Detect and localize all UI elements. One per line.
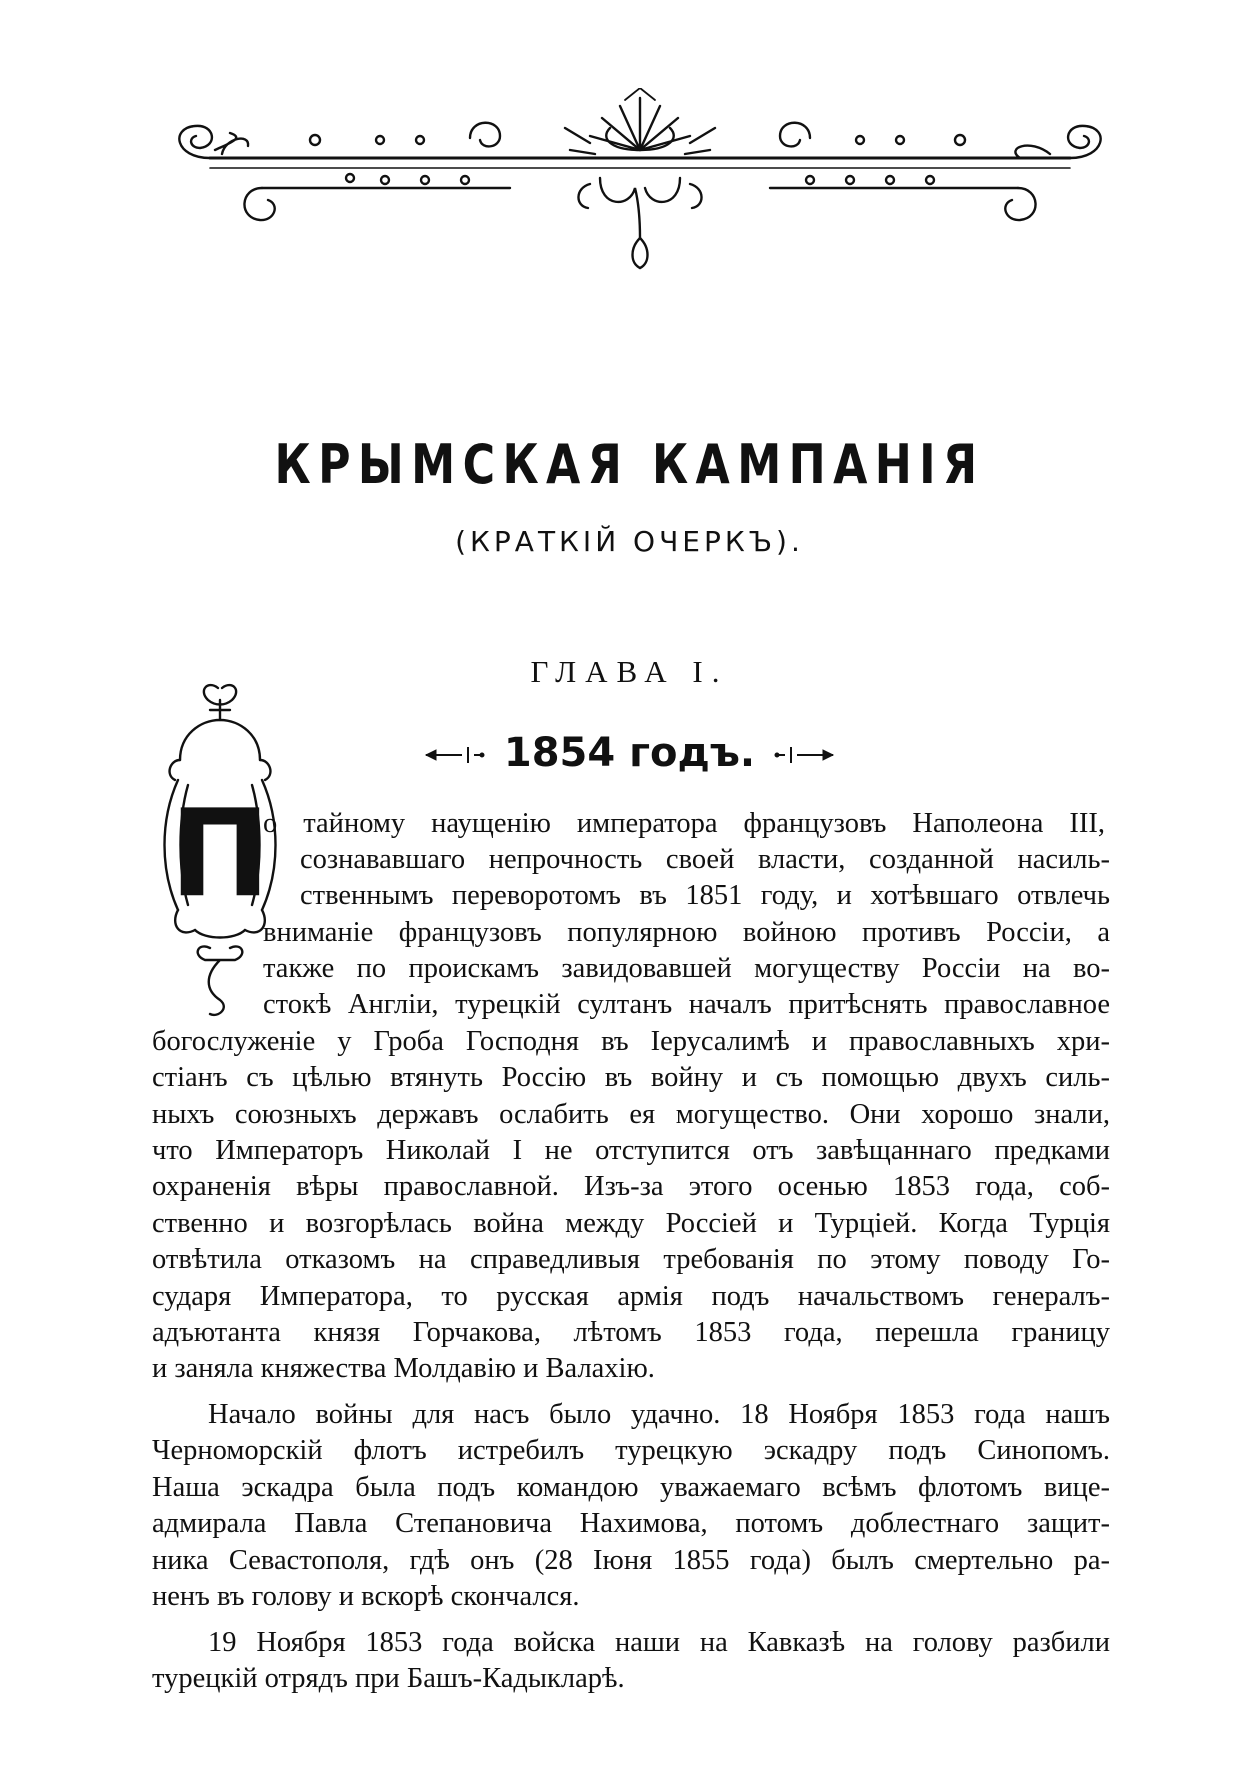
body-line: Наша эскадра была подъ командою уважаемаго всѣмъ флотомъ вице- (152, 1474, 1110, 1503)
drop-cap-ornament (160, 680, 280, 1020)
body-line: отвѣтила отказомъ на справедливыя требованія по этому поводу Го- (152, 1246, 1110, 1275)
body-line: вниманіе французовъ популярною войною противъ Россіи, а (263, 919, 1110, 948)
body-line: 19 Ноября 1853 года войска наши на Кавказѣ на голову разбили (208, 1629, 1110, 1658)
page-title: КРЫМСКАЯ КАМПАНІЯ (274, 433, 985, 496)
body-line: ственно и возгорѣлась война между Россіей и Турціей. Когда Турція (152, 1210, 1110, 1239)
body-line: ника Севастополя, гдѣ онъ (28 Іюня 1855 года) былъ смертельно ра- (152, 1547, 1110, 1576)
body-line: стіанъ съ цѣлью втянуть Россію въ войну и съ помощью двухъ силь- (152, 1064, 1110, 1093)
body-line: ныхъ союзныхъ державъ ослабить ея могущество. Они хорошо знали, (152, 1101, 1110, 1130)
drop-cap-top-flourish-icon (204, 685, 236, 720)
body-line: охраненія вѣры православной. Изъ-за этого осенью 1853 года, соб- (152, 1173, 1110, 1202)
body-line: ственнымъ переворотомъ въ 1851 году, и хотѣвшаго отвлечь (300, 882, 1110, 911)
year-heading: 1854 годъ. (503, 730, 756, 776)
body-line: богослуженіе у Гроба Господня въ Іерусалимѣ и православныхъ хри- (152, 1028, 1110, 1057)
body-line: адмирала Павла Степановича Нахимова, потомъ доблестнаго защит- (152, 1510, 1110, 1539)
body-line: сударя Императора, то русская армія подъ начальствомъ генералъ- (152, 1283, 1110, 1312)
body-line: ненъ въ голову и вскорѣ скончался. (152, 1583, 580, 1612)
body-line: турецкій отрядъ при Башъ-Кадыкларѣ. (152, 1665, 625, 1694)
drop-cap-letter: П (169, 785, 271, 924)
headpiece-ornament-icon (170, 88, 1110, 278)
dash-ornament-right-icon (773, 745, 835, 765)
body-line: стокѣ Англіи, турецкій султанъ началъ притѣснять православное (263, 991, 1110, 1020)
body-line: сознававшаго непрочность своей власти, созданной насиль- (300, 846, 1110, 875)
page-subtitle: (КРАТКІЙ ОЧЕРКЪ). (455, 525, 804, 558)
body-line: Черноморскій флотъ истребилъ турецкую эскадру подъ Синопомъ. (152, 1437, 1110, 1466)
body-line: и заняла княжества Молдавію и Валахію. (152, 1355, 655, 1384)
body-line: адъютанта князя Горчакова, лѣтомъ 1853 года, перешла границу (152, 1319, 1110, 1348)
dash-ornament-left-icon (424, 745, 486, 765)
body-line: Начало войны для насъ было удачно. 18 Ноября 1853 года нашъ (208, 1401, 1110, 1430)
drop-cap-bottom-flourish-icon (198, 946, 243, 1014)
chapter-heading: ГЛАВА I. (530, 654, 729, 689)
body-line: о тайному наущенію императора французовъ Наполеона III, (263, 810, 1105, 839)
body-line: что Императоръ Николай I не отступится отъ завѣщаннаго предками (152, 1137, 1110, 1166)
body-line: также по проискамъ завидовавшей могуществу Россіи на во- (263, 955, 1110, 984)
